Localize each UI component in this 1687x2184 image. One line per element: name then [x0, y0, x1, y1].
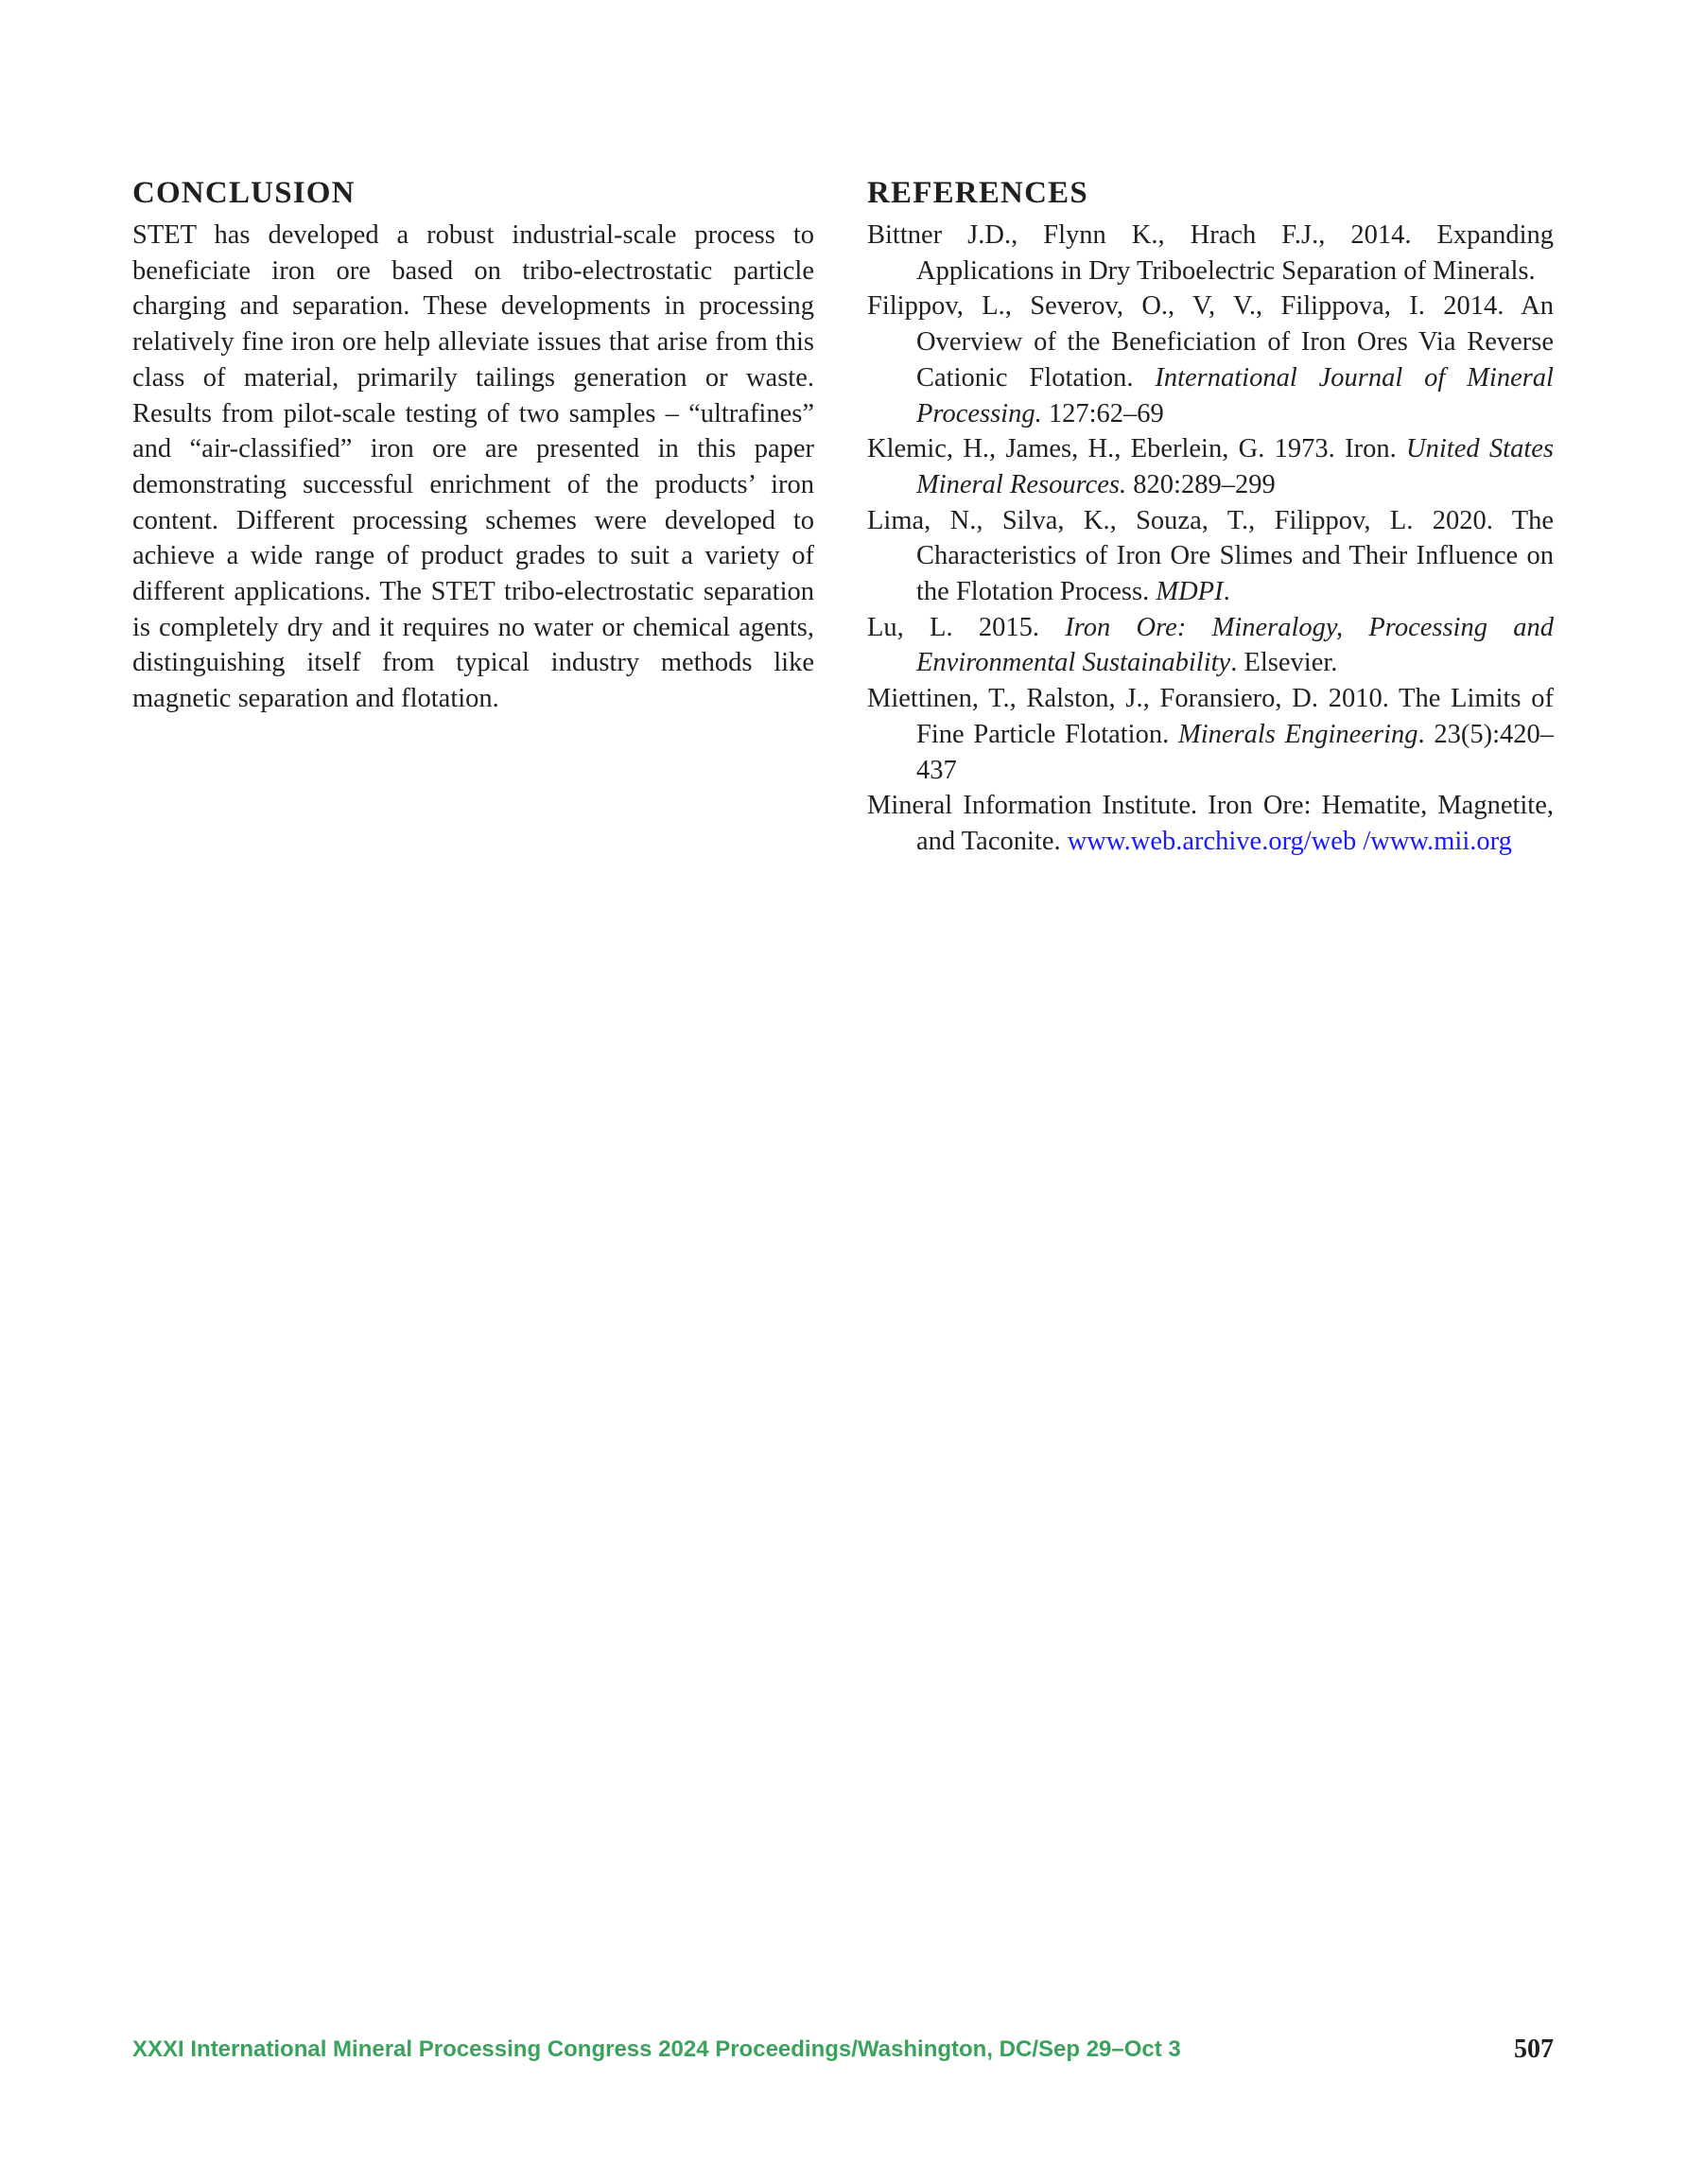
reference-text: Bittner J.D., Flynn K., Hrach F.J., 2014. Expanding Applications in Dry Triboelectric Separation of Minerals.: [867, 220, 1554, 286]
reference-journal: International Journal of Mineral Processing.: [916, 362, 1554, 428]
reference-text: Klemic, H., James, H., Eberlein, G. 1973. Iron.: [867, 434, 1407, 464]
reference-journal: Iron Ore: Mineralogy, Processing and Environmental Sustainability: [916, 612, 1554, 678]
footer-proceedings-text: XXXI International Mineral Processing Congress 2024 Proceedings/Washington, DC/Sep 29–Oct 3: [132, 2036, 1181, 2062]
reference-tail: 127:62–69: [1041, 398, 1164, 428]
reference-text: Miettinen, T., Ralston, J., Foransiero, D. 2010. The Limits of Fine Particle Flotation.: [867, 684, 1554, 749]
reference-link[interactable]: www.web.archive.org/web /www.mii.org: [1067, 826, 1512, 856]
reference-journal: MDPI: [1156, 577, 1224, 607]
conclusion-section: [132, 172, 814, 717]
references-section: [867, 172, 1554, 860]
reference-text: Lu, L. 2015.: [867, 612, 1066, 642]
reference-text: Lima, N., Silva, K., Souza, T., Filippov, L. 2020. The Characteristics of Iron Ore Slimes and Their Influence on the Flotation Process.: [867, 505, 1554, 607]
page-number: 507: [1514, 2035, 1554, 2064]
conclusion-heading: CONCLUSION: [132, 176, 356, 210]
reference-journal: Minerals Engineering: [1177, 719, 1418, 749]
reference-item: [867, 788, 1554, 859]
references-list: [867, 218, 1554, 860]
reference-item: [867, 288, 1554, 431]
reference-item: [867, 431, 1554, 502]
page-footer: [132, 2034, 1554, 2066]
reference-item: [867, 503, 1554, 610]
references-heading: REFERENCES: [867, 176, 1088, 210]
reference-tail: . Elsevier.: [1230, 648, 1338, 678]
reference-tail: . 23(5):420–437: [916, 719, 1555, 785]
reference-item: [867, 681, 1554, 788]
conclusion-paragraph: STET has developed a robust industrial-scale process to beneficiate iron ore based on tribo-electrostatic particle charging and separation. These developments in processing relatively fine iron ore help alleviate issues that arise from this class of material, primarily tailings generation or waste. Results from pilot-scale testing of two samples – “ultrafines” and “air-classified” iron ore are presented in this paper demonstrating successful enrichment of the products’ iron content. Different processing schemes were developed to achieve a wide range of product grades to suit a variety of different applications. The STET tribo-electrostatic separation is completely dry and it requires no water or chemical agents, distinguishing itself from typical industry methods like magnetic separation and flotation.: [132, 220, 814, 714]
reference-text: Filippov, L., Severov, O., V, V., Filippova, I. 2014. An Overview of the Beneficiation of Iron Ores Via Reverse Cationic Flotation.: [867, 291, 1554, 393]
reference-journal: United States Mineral Resources.: [916, 434, 1554, 499]
reference-item: [867, 610, 1554, 681]
reference-tail: 820:289–299: [1126, 469, 1276, 499]
reference-item: [867, 218, 1554, 288]
reference-text: Mineral Information Institute. Iron Ore: Hematite, Magnetite, and Taconite.: [867, 791, 1554, 856]
reference-tail: .: [1223, 577, 1230, 607]
